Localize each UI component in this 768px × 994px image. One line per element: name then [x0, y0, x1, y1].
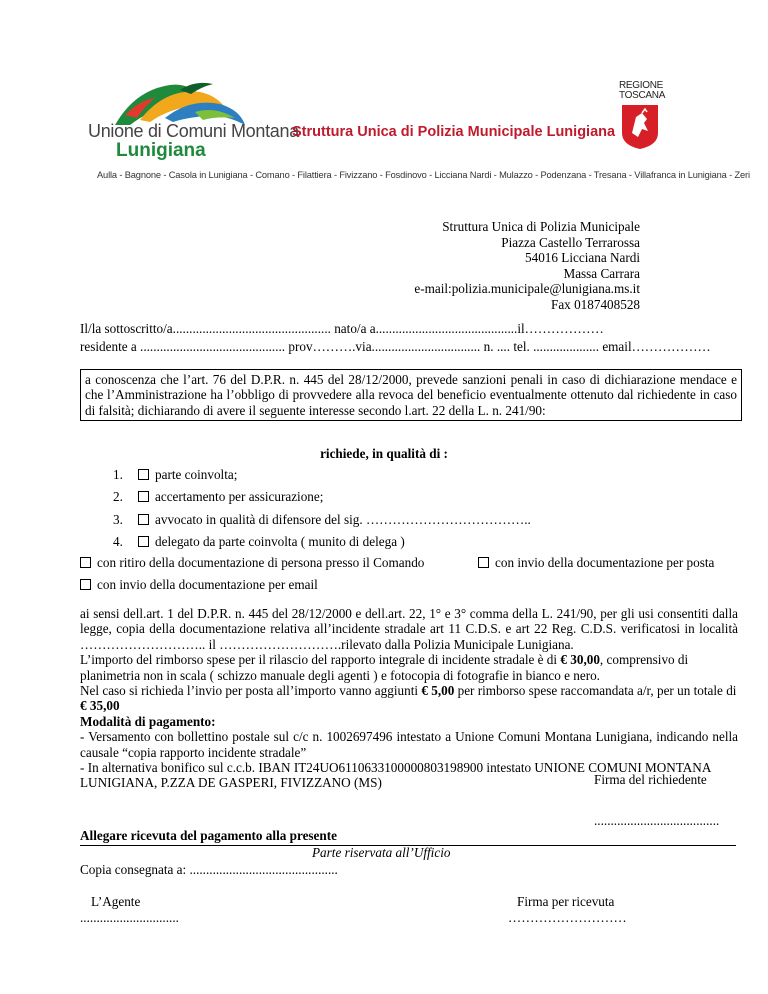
- payment-method-bank: - In alternativa bonifico sul c.c.b. IBAN IT24UO6110633100000803198900 intestato UNIONE COMUNI MONTANA LUNIGIANA, P.ZZA DE GASPERI, FIVIZZANO (MS): [80, 760, 711, 791]
- request-heading: richiede, in qualità di :: [320, 446, 448, 461]
- option-label: avvocato in qualità di difensore del sig. ………………………………..: [155, 512, 531, 527]
- delivery-pickup-label: con ritiro della documentazione di persona presso il Comando: [97, 555, 425, 570]
- option-label: accertamento per assicurazione;: [155, 489, 324, 504]
- body-paragraph: L’importo del rimborso spese per il rilascio del rapporto integrale di incidente stradale è di € 30,00, comprensivo di planimetria non in scala ( schizzo manuale degli agenti ) e fotocopia di fotografie in bianco e nero.: [80, 652, 689, 683]
- amount-total: € 35,00: [80, 698, 120, 714]
- option-number: 4.: [113, 534, 123, 549]
- signature-label: Firma del richiedente: [594, 772, 707, 787]
- checkbox-icon[interactable]: [138, 514, 149, 525]
- structure-title: Struttura Unica di Polizia Municipale Lunigiana: [292, 124, 616, 140]
- checkbox-icon[interactable]: [138, 491, 149, 502]
- option-number: 2.: [113, 489, 123, 504]
- body-paragraph: ai sensi dell.art. 1 del D.P.R. n. 445 del 28/12/2000 e dell.art. 22, 1° e 3° comma della L. 241/90, per gli usi consentiti dalla legge, copia della documentazione relativa all’incidente stradale art 11 C.D.S. e art 22 Reg. C.D.S. verificatosi in località ……………………….. il ……………………….rilevato dalla Polizia Municipale Lunigiana.: [80, 606, 738, 652]
- amount-base: € 30,00: [560, 652, 600, 668]
- receipt-signature-field[interactable]: ………………………: [508, 910, 627, 925]
- checkbox-icon[interactable]: [138, 469, 149, 480]
- payment-heading: Modalità di pagamento:: [80, 713, 216, 729]
- signature-field[interactable]: ......................................: [594, 813, 720, 828]
- region-label-line2: TOSCANA: [619, 90, 666, 101]
- union-name: [88, 122, 299, 160]
- body-text: [80, 606, 738, 791]
- address-email: e-mail:polizia.municipale@lunigiana.ms.it: [414, 281, 640, 297]
- agent-signature-field[interactable]: ..............................: [80, 910, 179, 925]
- receipt-label: Firma per ricevuta: [517, 894, 615, 909]
- applicant-line-1[interactable]: Il/la sottoscritto/a................................................ nato/a a...........................................il………………: [80, 321, 604, 336]
- address-line: Struttura Unica di Polizia Municipale: [442, 219, 640, 234]
- address-fax: Fax 0187408528: [550, 296, 640, 312]
- payment-method-postal: - Versamento con bollettino postale sul c/c n. 1002697496 intestato a Unione Comuni Montana Lunigiana, indicando nella causale “copia rapporto incidente stradale”: [80, 729, 738, 760]
- option-number: 1.: [113, 467, 123, 482]
- address-block: [414, 219, 640, 313]
- tuscany-seal-icon: [620, 103, 660, 155]
- delivery-pickup[interactable]: [80, 555, 424, 571]
- union-name-line1: Unione di Comuni Montana: [88, 121, 299, 141]
- address-line: 54016 Licciana Nardi: [525, 250, 640, 266]
- municipalities-list: Aulla - Bagnone - Casola in Lunigiana - Comano - Filattiera - Fivizzano - Fosdinovo - Licciana Nardi - Mulazzo - Podenzana - Tresana - Villafranca in Lunigiana - Zeri: [97, 170, 750, 180]
- checkbox-icon[interactable]: [478, 557, 489, 568]
- checkbox-icon[interactable]: [80, 579, 91, 590]
- option-label: delegato da parte coinvolta ( munito di delega ): [155, 534, 405, 549]
- applicant-line-2[interactable]: residente a ............................................ prov……….via................................. n. .... tel. .................... email………………: [80, 339, 711, 354]
- address-line: Massa Carrara: [563, 265, 640, 281]
- region-label: [619, 81, 665, 101]
- region-label-line1: REGIONE: [619, 80, 664, 91]
- attach-note: Allegare ricevuta del pagamento alla presente: [80, 828, 337, 843]
- copy-delivered-to[interactable]: Copia consegnata a: .............................................: [80, 862, 338, 877]
- option-avvocato[interactable]: [113, 512, 531, 528]
- checkbox-icon[interactable]: [138, 536, 149, 547]
- amount-post: € 5,00: [421, 683, 455, 699]
- option-number: 3.: [113, 512, 123, 527]
- delivery-email[interactable]: [80, 577, 318, 593]
- option-label: parte coinvolta;: [155, 467, 238, 482]
- option-parte-coinvolta[interactable]: [113, 467, 237, 483]
- checkbox-icon[interactable]: [80, 557, 91, 568]
- delivery-post-label: con invio della documentazione per posta: [495, 555, 715, 570]
- delivery-post[interactable]: [478, 555, 714, 571]
- body-paragraph: Nel caso si richieda l’invio per posta all’importo vanno aggiunti € 5,00 per rimborso spese raccomandata a/r, per un totale di € 35,00: [80, 683, 737, 714]
- union-name-line2: Lunigiana: [116, 140, 206, 161]
- address-line: Piazza Castello Terrarossa: [501, 234, 640, 250]
- office-title: Parte riservata all’Ufficio: [312, 845, 451, 860]
- delivery-email-label: con invio della documentazione per email: [97, 577, 318, 592]
- declaration-box: a conoscenza che l’art. 76 del D.P.R. n. 445 del 28/12/2000, prevede sanzioni penali in caso di dichiarazione mendace e che l’Amministrazione ha l’obbligo di provvedere alla revoca del beneficio eventualmente ottenuto dal richiedente in caso di falsità; dichiarando di avere il seguente interesse secondo l.art. 22 della L. n. 241/90:: [80, 369, 742, 421]
- option-delegato[interactable]: [113, 534, 405, 550]
- option-assicurazione[interactable]: [113, 489, 323, 505]
- agent-label: L’Agente: [91, 894, 141, 909]
